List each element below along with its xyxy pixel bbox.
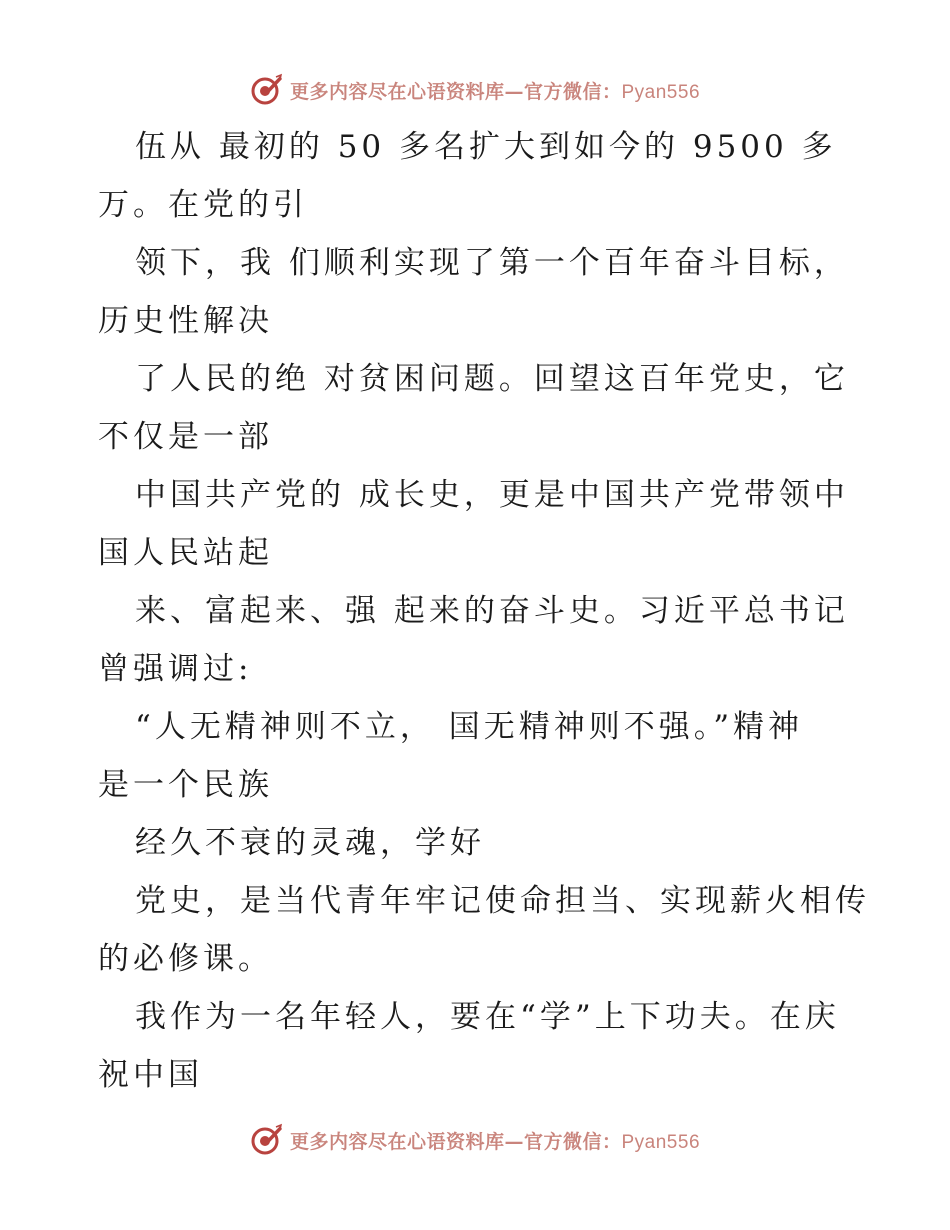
document-body	[98, 118, 898, 1104]
text-line: 不仅是一部	[98, 419, 273, 455]
banner-text: 更多内容尽在心语资料库—官方微信：Pyan556	[289, 80, 701, 103]
text-line: 了人民的绝 对贫困问题。回望这百年党史，它	[135, 361, 849, 397]
text-line: “人无精神则不立， 国无精神则不强。”精神	[135, 709, 804, 745]
quill-logo-icon	[250, 73, 284, 107]
text-line: 经久不衰的灵魂，学好	[135, 825, 485, 861]
banner-wechat-id: Pyan556	[621, 81, 701, 103]
text-line: 的必修课。	[98, 941, 273, 977]
footer-banner	[0, 1120, 950, 1160]
text-line: 曾强调过:	[98, 651, 253, 687]
text-line: 是一个民族	[98, 767, 273, 803]
text-line: 国人民站起	[98, 535, 273, 571]
text-line: 伍从 最初的 50 多名扩大到如今的 9500 多	[135, 129, 837, 165]
quill-logo-icon	[250, 1123, 284, 1157]
banner-wechat-id: Pyan556	[621, 1131, 701, 1153]
text-line: 领下，我 们顺利实现了第一个百年奋斗目标，	[135, 245, 849, 281]
text-line: 中国共产党的 成长史，更是中国共产党带领中	[135, 477, 849, 513]
text-line: 党史，是当代青年牢记使命担当、实现薪火相传	[135, 883, 870, 919]
text-line: 我作为一名年轻人，要在“学”上下功夫。在庆	[135, 999, 840, 1035]
text-line: 来、富起来、强 起来的奋斗史。习近平总书记	[135, 593, 849, 629]
text-line: 祝中国	[98, 1057, 203, 1093]
banner-text: 更多内容尽在心语资料库—官方微信：Pyan556	[289, 1130, 701, 1153]
text-line: 万。在党的引	[98, 187, 308, 223]
text-line: 历史性解决	[98, 303, 273, 339]
header-banner	[0, 70, 950, 110]
